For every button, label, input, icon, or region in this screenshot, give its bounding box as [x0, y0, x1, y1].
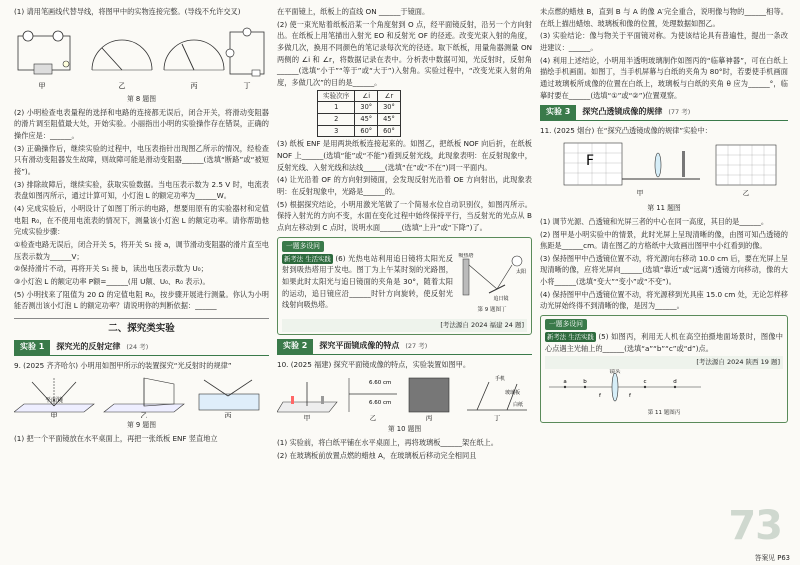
fig9-caption: 第 9 题图	[126, 420, 157, 429]
fig8-label-jia: 甲	[38, 81, 46, 90]
fig11c-label-f2: f	[629, 392, 631, 399]
fig11c-label-f1: f	[599, 392, 601, 399]
q10-part1: (1) 实验前，将白纸平铺在水平桌面上，再将玻璃板______架在纸上。	[277, 438, 498, 448]
q11-part3: (3) 保持图甲中凸透镜位置不动，将光源向右移动 10.0 cm 后，要在光屏上呈现清晰的像，应将光屏向______(选填“靠近”或“远离”)透镜方向移动，像的大小将______(选填“变大”“变小”或“不变”)。	[540, 253, 788, 287]
table-cell: 30°	[378, 102, 401, 114]
fig11c-caption: 第 11 题图丙	[647, 409, 681, 416]
q8-step3: ③小灯泡 L 的额定功率 P额=______(用 U额、U₀、R₀ 表示)。	[14, 276, 210, 286]
reflection-figure	[14, 374, 269, 418]
fig10-side-phone: 手机	[495, 376, 506, 383]
table-cell: 45°	[378, 113, 401, 125]
exp1-count: (24 考)	[126, 343, 149, 352]
table-cell: 2	[318, 113, 355, 125]
box-question	[282, 253, 453, 317]
q8-part2: (2) 小明检查电表量程的选择和电路的连接都无误后，闭合开关，将滑动变阻器的滑片调至阻值最大处，开始实验。小丽指出小明的实验操作存在错误，正确的操作应是：______。	[14, 107, 269, 140]
q8-part4: (4) 完成实验后，小明设计了如图丁所示的电路，想要用原有的实验器材和定值电阻 R₀，在不使用电流表的情况下，测量该小灯泡 L 的额定功率。请你帮助他完成实验步骤：	[14, 203, 269, 237]
table-header-row	[318, 90, 401, 102]
experiment-2-header	[277, 339, 532, 355]
column-right	[540, 6, 788, 426]
column-middle	[277, 6, 532, 463]
table-row	[318, 125, 401, 137]
q11-part4: (4) 保持图甲中凸透镜位置不动，将光源移到光具座 15.0 cm 处，无论怎样移动光屏始终得不到清晰的像，是因为______。	[540, 289, 788, 311]
table-cell: 3	[318, 125, 355, 137]
fig8-label-bing: 丙	[190, 81, 198, 90]
box-source: [考法源自 2024 福建 24 题]	[282, 319, 527, 332]
fig11c-label-d: d	[673, 378, 677, 385]
box2-question	[545, 331, 783, 354]
figure-10	[277, 372, 532, 422]
reflection-table	[317, 90, 401, 138]
figure-8	[14, 20, 269, 92]
q10-part2-cont: 未点燃的蜡烛 B，直到 B 与 A 的像 A′完全重合，说明像与物的______相等。在纸上描出蜡烛、玻璃板和像的位置，处理数据如图乙。	[540, 7, 788, 28]
fig11c-label-a: a	[563, 378, 567, 385]
fig11-caption: 第 11 题图	[647, 203, 681, 212]
fig9d-label-mirror: 追日镜	[493, 295, 509, 302]
fig11c-label-b: b	[583, 378, 587, 385]
figure-9	[14, 374, 269, 418]
table-cell: 60°	[355, 125, 378, 137]
fig9-label-mirror: 平面镜	[44, 396, 64, 404]
solar-tower-figure	[457, 253, 527, 303]
q9-part3: (3) 纸板 ENF 是用两块纸板连接起来的。如图乙，把纸板 NOF 向后折，在纸板 NOF 上______(选填“能”或“不能”)看到反射光线，此现象表明：在反射现象中，反射光线、入射光线和法线______(选填“在”或“不在”)同一平面内。	[277, 139, 532, 172]
table-cell: 45°	[355, 113, 378, 125]
experiment-3-header	[540, 105, 788, 121]
page-number: 73	[728, 503, 782, 549]
box2-question-text: (5) 如图丙，利用无人机在高空拍摄地面场景时，图像中心点遇主光轴上的______(选填“a”“b”“c”或“d”)点。	[545, 332, 783, 353]
q8-part1: (1) 请用笔画线代替导线，将图甲中的实物连接完整。(导线不允许交叉)	[14, 7, 241, 16]
exp1-tag: 实验 1	[14, 340, 50, 355]
fig11-label-jia: 甲	[636, 188, 644, 197]
q9-part1: (1) 把一个平面镜放在水平桌面上，再把一张纸板 ENF 竖直地立	[14, 433, 218, 443]
q8-part2b: (3) 正确操作后，继续实验的过程中，电压表指针出现图乙所示的情况，经检查只有滑动变阻器发生故障，则故障可能是滑动变阻器______(选填“断路”或“被短接”)。	[14, 143, 269, 176]
circuit-figure	[14, 20, 269, 92]
q8-part5: (5) 小明找来了阻值为 20 Ω 的定值电阻 R₀，按步骤开展进行测量。你认为小明能否测出该小灯泡 L 的额定功率？请说明你的判断依据：______	[14, 289, 269, 311]
table-cell: 60°	[378, 125, 401, 137]
q11-part2: (2) 图甲是小明实验中的情景，此时光屏上呈现清晰的像，由图可知凸透镜的焦距是______cm。请在图乙的方格纸中大致画出图甲中小红看到的像。	[540, 229, 788, 251]
mirror-figure	[277, 372, 532, 422]
fig9d-label-tower: 吸热塔	[458, 252, 474, 259]
box-question-text: (6) 光热电站利用追日镜将太阳光反射到吸热塔用于发电。图丁为上午某时刻的光路图，如果此时太阳光与追日镜面的夹角是 30°，随着太阳的运动，追日镜应沿______时针方向旋转，使反射光线射向吸热塔。	[282, 253, 453, 310]
q11-stem: 11. (2025 烟台) 在“探究凸透镜成像的规律”实验中：	[540, 126, 712, 136]
light-source-glyph: F	[586, 152, 595, 169]
exp3-title: 探究凸透镜成像的规律	[582, 107, 663, 117]
box-header: 一题多设问	[282, 241, 324, 252]
q10-part3: (3) 实验结论：像与物关于平面镜对称。为使该结论具有普遍性，提出一条改进建议：______。	[540, 31, 788, 52]
section-title: 二、探究类实验	[14, 318, 269, 336]
q9-stem: 9. (2025 齐齐哈尔) 小明用如图甲所示的装置探究“光反射时的规律”	[14, 361, 232, 371]
exp2-count: (27 考)	[405, 341, 428, 350]
q8-step2: ②保持滑片不动，再将开关 S₁ 接 b，读出电压表示数为 U₀；	[14, 264, 208, 274]
exp3-tag: 实验 3	[540, 105, 576, 120]
fig10-caption: 第 10 题图	[387, 425, 422, 434]
box2-header: 一题多设问	[545, 319, 587, 330]
table-row	[318, 113, 401, 125]
fig11c-label-lens: 镜头	[609, 368, 621, 375]
fig10-value-1: 6.60 cm	[369, 380, 392, 387]
fig11c-label-c: c	[643, 378, 647, 385]
fig9-label-jia: 甲	[50, 411, 58, 418]
box2-source: [考法源自 2024 陕西 19 题]	[545, 356, 783, 369]
q10-stem: 10. (2025 福建) 探究平面镜成像的特点，实验装置如图甲。	[277, 359, 471, 369]
table-cell: 1	[318, 102, 355, 114]
table-cell: 30°	[355, 102, 378, 114]
column-left	[14, 6, 269, 445]
fig10-label-yi: 乙	[369, 414, 377, 423]
exp3-count: (77 考)	[668, 108, 691, 117]
fig10-side-paper: 白纸	[513, 402, 524, 409]
q8-part3: (3) 排除故障后，继续实验，获取实验数据。当电压表示数为 2.5 V 时，电流表表盘如图丙所示，通过计算可知，小灯泡 L 的额定功率为______W。	[14, 179, 269, 201]
new-method-badge-2: 新考法 生活实践	[547, 333, 594, 342]
fig10-value-2: 6.60 cm	[369, 400, 392, 407]
q9-part5: (5) 根据探究结论，小明用激光笔做了一个简易水位自动识别仪，如图丙所示。保持入射光的方向不变，水面在变化过程中始终保持平行，当反射光的光点从 B 点向左移动到 C 点时，说明水面______(选填“上升”或“下降”)了。	[277, 199, 532, 232]
fig8-caption: 第 8 题图	[126, 94, 157, 103]
answer-reference: 答案见 P63	[754, 554, 790, 562]
q8-step1: ①检查电路无误后，闭合开关 S，将开关 S₁ 接 a，调节滑动变阻器的滑片直至电压表示数为______V；	[14, 239, 269, 261]
figure-9d	[457, 253, 527, 318]
q9-part2: (2) 使一束光贴着纸板沿某一个角度射到 O 点，经平面镜反射，沿另一个方向射出。在纸板上用笔描出入射光 EO 和反射光 OF 的径迹。改变光束入射的角度，多做几次，换用不同颜色的笔记录每次光的径迹。取下纸板，用量角器测量 ON 两侧的 ∠i 和 ∠r，将数据记录在表中。分析表中数据可知，光反射时，反射角______(选填“小于”“等于”或“大于”)入射角。实验过程中，“改变光束入射的角度，多做几次”的目的是______。	[277, 19, 532, 87]
exp2-title: 探究平面镜成像的特点	[319, 340, 400, 350]
fig8-label-yi: 乙	[118, 81, 126, 90]
fig9-label-bing: 丙	[224, 411, 232, 418]
q10-part4: (4) 利用上述结论，小明用半透明玻璃制作如图丙的“临摹神器”，可在白纸上描绘手机画面。如图丁，当手机屏幕与白纸的夹角为 80°时，若要使手机画面通过玻璃板所成像的位置在白纸上，玻璃板与白纸的夹角 θ 应为______°，临摹时要在______(选填“①”或“②”)位置观察。	[540, 55, 788, 100]
new-method-badge: 新考法 生活实践	[284, 254, 331, 263]
fig9-label-yi: 乙	[140, 411, 148, 418]
fig10-label-bing: 丙	[425, 414, 433, 423]
figure-11	[540, 139, 788, 201]
multi-question-box	[277, 237, 532, 335]
table-row	[318, 102, 401, 114]
table-header: ∠r	[378, 90, 401, 102]
fig9d-caption: 第 9 题图丁	[477, 307, 507, 314]
fig10-label-jia: 甲	[303, 414, 311, 423]
exp2-tag: 实验 2	[277, 339, 313, 354]
figure-11c	[545, 369, 705, 405]
fig10-label-ding: 丁	[493, 414, 501, 423]
multi-question-box-2	[540, 315, 788, 422]
q9-part4: (4) 让光沿着 OF 的方向射到镜面，会发现反射光沿着 OE 方向射出，此现象表明：在反射现象中，光路是______的。	[277, 175, 532, 196]
q10-part2: (2) 在玻璃板前放置点燃的蜡烛 A，在玻璃板后移动完全相同且	[277, 450, 477, 460]
table-header: ∠i	[355, 90, 378, 102]
fig9d-label-sun: 太阳	[515, 268, 527, 275]
fig8-label-ding: 丁	[243, 81, 251, 90]
exp1-title: 探究光的反射定律	[56, 342, 121, 352]
q11-part1: (1) 调节光源、凸透镜和光屏三者的中心在同一高度，其目的是______。	[540, 216, 769, 226]
experiment-1-header	[14, 340, 269, 356]
table-header: 实验次序	[318, 90, 355, 102]
q9-part1-cont: 在平面镜上，纸板上的直线 ON ______于镜面。	[277, 7, 430, 16]
lens-figure	[540, 139, 788, 201]
fig11-label-yi: 乙	[742, 188, 750, 197]
fig10-side-glass: 玻璃板	[505, 390, 521, 397]
